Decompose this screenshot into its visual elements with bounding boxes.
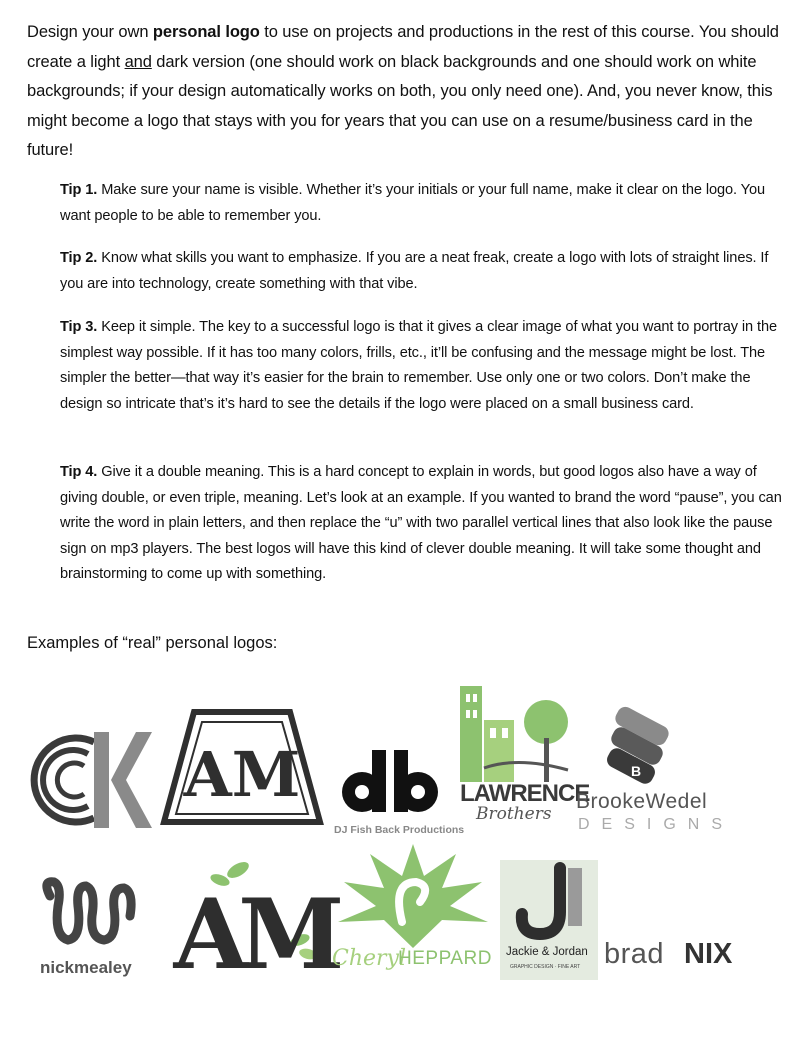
am-trapezoid-graphic	[162, 710, 322, 824]
tip-1	[60, 178, 786, 229]
jackie-jordan-mark-letter: J	[500, 860, 501, 861]
brooke-subtitle: DESIGNS	[578, 816, 735, 833]
brooke-name: BrookeWedel	[576, 790, 708, 813]
tip-label: Tip 2.	[60, 250, 98, 266]
nick-mealey-logo	[38, 876, 142, 977]
bradnix-light-text: brad	[604, 938, 665, 970]
tip-label: Tip 1.	[60, 182, 98, 198]
intro-underlined-word: and	[124, 52, 152, 71]
tip-text: Make sure your name is visible. Whether it’s your initials or your full name, make it clear on the logo. You want people to be able to remember you.	[60, 182, 766, 224]
nick-mealey-name: nickmealey	[40, 958, 132, 977]
intro-bold-phrase: personal logo	[152, 23, 260, 41]
examples-heading: Examples of “real” personal logos:	[27, 634, 278, 652]
lawrence-subtitle: Brothers	[476, 804, 552, 824]
cheryl-script: Cheryl	[332, 946, 407, 971]
djfb-logo	[334, 744, 465, 840]
intro-paragraph	[27, 18, 787, 166]
cheryl-flower-graphic	[332, 842, 494, 952]
brooke-mark-letter: B	[630, 763, 642, 779]
brooke-wedel-logo	[576, 712, 735, 833]
djfb-caption: DJ Fish Back Productions	[334, 824, 465, 836]
tip-label: Tip 3.	[60, 319, 98, 335]
bradnix-bold-text: NIX	[684, 938, 733, 970]
intro-text-1: Design your own	[27, 23, 153, 41]
lawrence-logo	[458, 684, 590, 824]
lawrence-name: LAWRENCE	[460, 780, 590, 807]
ck-logo-graphic	[28, 726, 154, 834]
lawrence-buildings-graphic	[458, 684, 578, 784]
am-trapezoid-logo	[162, 710, 322, 824]
intro-text-2: to use on projects and productions in the rest of this course. You should create a light	[27, 23, 779, 71]
brooke-mark-graphic	[576, 712, 686, 792]
jackie-jordan-mark-graphic	[500, 860, 598, 942]
tip-label: Tip 4.	[60, 464, 98, 480]
am-trapezoid-letters: AM	[183, 738, 301, 811]
tip-text: Know what skills you want to emphasize. If you are a neat freak, create a logo with lots of straight lines. If you are into technology, create something with that vibe.	[60, 250, 769, 292]
tip-text: Keep it simple. The key to a successful logo is that it gives a clear image of what you want to portray in the simplest way possible. If it has too many colors, frills, etc., it’ll be confusing and the message might be lost. The simpler the better—that way it’s easier for the brain to remember. Use only one or two colors. Don’t make the design so intricate that’s it’s hard to see the details if the logo were placed on a small business card.	[60, 319, 778, 412]
nick-mealey-mark-graphic	[38, 876, 142, 952]
am-leaves-graphic	[173, 858, 335, 991]
cheryl-heppard-logo	[332, 842, 494, 971]
jackie-jordan-logo	[500, 860, 598, 980]
jackie-jordan-name: Jackie & Jordan	[506, 946, 588, 958]
am-leaves-letters: AM	[173, 878, 335, 991]
tip-4	[60, 460, 786, 588]
ck-logo	[28, 726, 154, 834]
jackie-jordan-subtitle: GRAPHIC DESIGN · FINE ART	[510, 964, 581, 970]
tip-3	[60, 315, 786, 417]
tip-2	[60, 246, 786, 297]
cheryl-name: HEPPARD	[398, 948, 492, 969]
intro-text-3: dark version (one should work on black backgrounds and one should work on white backgrounds; if your design automatically works on both, you only need one). And, you never know, this might become a logo that stays with you for years that you can use on a resume/business card in the future!	[27, 52, 773, 159]
am-leaves-logo	[173, 858, 335, 991]
tip-text: Give it a double meaning. This is a hard concept to explain in words, but good logos also have a way of giving double, or even triple, meaning. Let’s look at an example. If you wanted to brand the word “pause”, you can write the word in plain letters, and then replace the “u” with two parallel vertical lines that also look like the pause sign on mp3 players. The best logos will have this kind of clever double meaning. It will take some thought and brainstorming to come up with something.	[60, 464, 782, 582]
